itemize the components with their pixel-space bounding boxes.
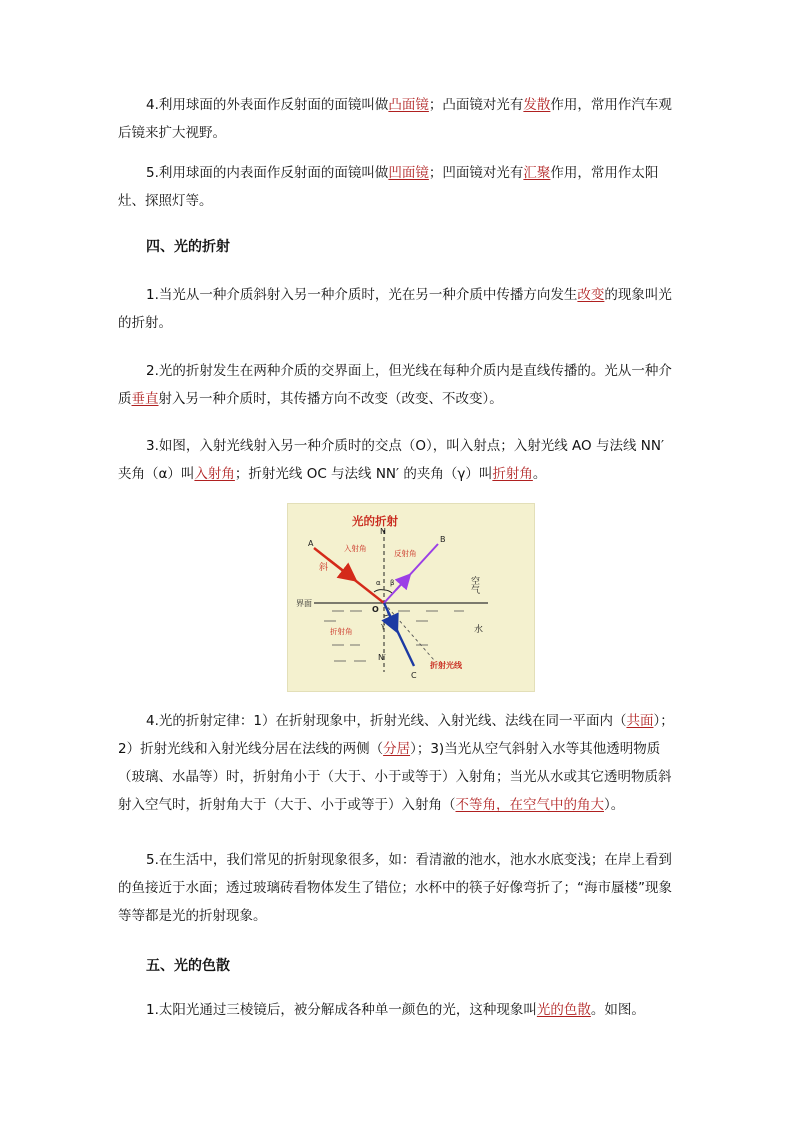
paragraph-refraction-examples: 5.在生活中，我们常见的折射现象很多，如：看清澈的池水，池水水底变浅；在岸上看到的鱼接近于水面；透过玻璃砖看物体发生了错位；水杯中的筷子好像弯折了；“海市蜃楼”现象等等都是光的折射现象。 <box>118 852 672 924</box>
text: 4.光的折射定律：1）在折射现象中，折射光线、入射光线、法线在同一平面内（ <box>146 713 627 729</box>
text: ）；2）折射光线和入射光线分居在法线的两侧（ <box>118 713 674 757</box>
answer-dispersion: 光的色散 <box>536 1002 591 1018</box>
refraction-diagram <box>287 503 535 692</box>
label-B: B <box>440 535 446 544</box>
label-air: 空气 <box>469 576 479 594</box>
label-alpha: α <box>376 579 381 587</box>
answer-separate-sides: 分居 <box>383 741 411 757</box>
paragraph-concave-mirror <box>118 159 680 215</box>
refraction-diagram-svg <box>288 504 534 691</box>
text: 1.当光从一种介质斜射入另一种介质时，光在另一种介质中传播方向发生 <box>146 287 578 303</box>
text: 射入另一种介质时，其传播方向不改变（改变、不改变）。 <box>158 391 503 407</box>
label-gamma: γ <box>381 622 386 630</box>
answer-perpendicular: 垂直 <box>131 391 159 407</box>
label-N: N <box>380 527 386 536</box>
answer-concave-mirror: 凹面镜 <box>388 165 429 181</box>
label-beta: β <box>390 579 395 587</box>
section-heading-refraction: 四、光的折射 <box>146 239 230 255</box>
text: ；凹面镜对光有 <box>428 165 524 181</box>
text: 的现象叫光的折射。 <box>118 287 672 331</box>
incident-angle-arc <box>374 590 384 592</box>
reflected-ray-arrow <box>396 579 406 590</box>
paragraph-refraction-definition <box>118 281 680 337</box>
text: 。 <box>532 466 547 482</box>
answer-coplanar: 共面 <box>626 713 654 729</box>
label-O: O <box>372 605 379 614</box>
paragraph-convex-mirror <box>118 91 680 147</box>
text: 2.光的折射发生在两种介质的交界面上，但光线在每种介质内是直线传播的。光从一种介质 <box>118 363 672 407</box>
label-A: A <box>308 539 314 548</box>
label-refract-angle: 折射角 <box>330 627 353 636</box>
label-incident-angle: 入射角 <box>344 544 367 553</box>
text: 1.太阳光通过三棱镜后，被分解成各种单一颜色的光，这种现象叫 <box>146 1002 537 1018</box>
paragraph-incidence-point <box>118 432 680 488</box>
incident-ray-arrow <box>328 559 350 576</box>
text: 作用，常用作汽车观后镜来扩大视野。 <box>118 97 672 141</box>
answer-incidence-angle: 入射角 <box>194 466 235 482</box>
label-N-prime: N′ <box>378 653 386 662</box>
answer-convex-mirror: 凸面镜 <box>388 97 429 113</box>
paragraph-refraction-laws <box>118 707 680 819</box>
answer-unequal-angles: 不等角，在空气中的角大 <box>455 797 604 813</box>
label-xie: 斜 <box>319 563 329 573</box>
answer-diverge: 发散 <box>523 97 551 113</box>
text: ；凸面镜对光有 <box>428 97 524 113</box>
section-heading-dispersion: 五、光的色散 <box>146 958 230 974</box>
text: 作用，常用作太阳灶、探照灯等。 <box>118 165 659 209</box>
label-interface: 界面 <box>296 599 312 608</box>
answer-refraction-angle: 折射角 <box>492 466 533 482</box>
label-water: 水 <box>474 625 484 635</box>
answer-converge: 汇聚 <box>523 165 551 181</box>
incident-ray-extension <box>384 603 434 660</box>
paragraph-dispersion <box>118 996 680 1024</box>
text: 3.如图，入射光线射入另一种介质时的交点（O），叫入射点；入射光线 AO 与法线 NN′ 夹角（α）叫 <box>118 438 665 482</box>
diagram-title: 光的折射 <box>352 514 398 528</box>
text: 。如图。 <box>590 1002 645 1018</box>
text: ）；3)当光从空气斜射入水等其他透明物质（玻璃、水晶等）时，折射角小于（大于、小于或等于）入射角；当光从水或其它透明物质斜射入空气时，折射角大于（大于、小于或等于）入射角（ <box>118 741 672 813</box>
reflect-angle-arc <box>384 590 392 593</box>
refract-angle-arc <box>384 615 388 616</box>
text: 5.利用球面的内表面作反射面的面镜叫做 <box>146 165 389 181</box>
answer-change: 改变 <box>577 287 605 303</box>
label-C: C <box>411 671 417 680</box>
text: ；折射光线 OC 与法线 NN′ 的夹角（γ）叫 <box>234 466 493 482</box>
text: 4.利用球面的外表面作反射面的面镜叫做 <box>146 97 389 113</box>
text: ）。 <box>604 797 625 813</box>
label-refract-ray: 折射光线 <box>430 661 462 670</box>
paragraph-refraction-interface <box>118 357 680 413</box>
water-surface-dashes <box>324 611 464 661</box>
label-reflect-angle: 反射角 <box>394 549 417 558</box>
